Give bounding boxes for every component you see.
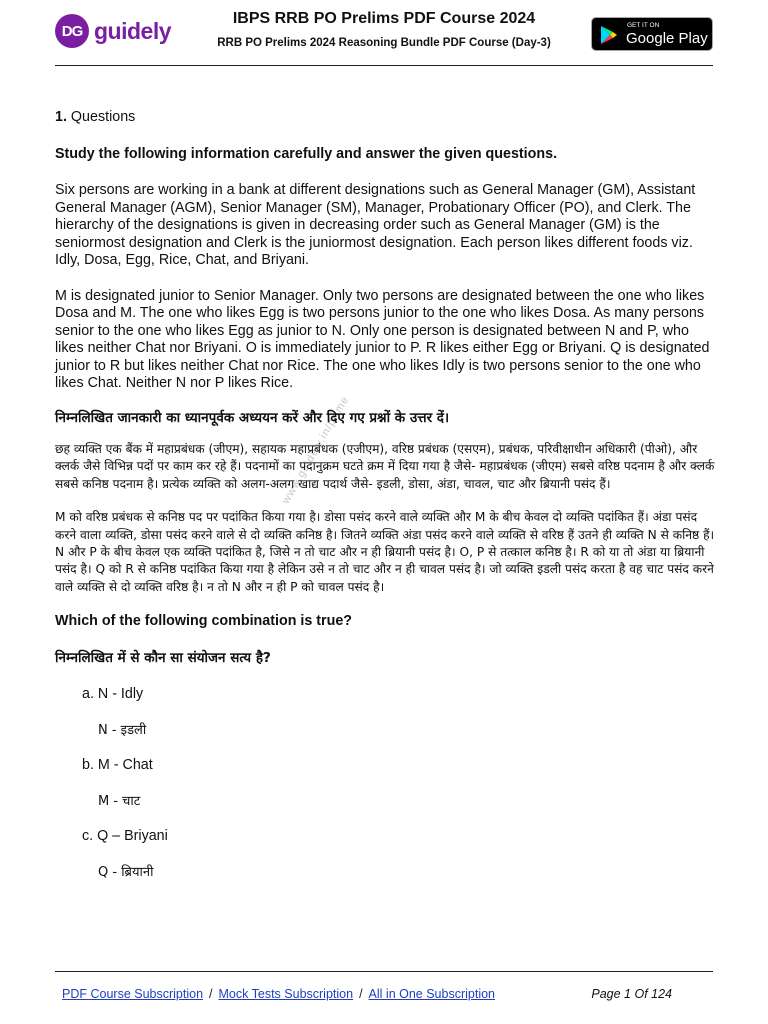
instruction-en: Study the following information carefully and answer the given questions. [55,145,558,162]
page-header [55,8,713,66]
footer-divider [55,971,713,972]
page-footer [62,987,672,1001]
passage-hi-1: छह व्यक्ति एक बैंक में महाप्रबंधक (जीएम), सहायक महाप्रबंधक (एजीएम), वरिष्ठ प्रबंधक (एसएम), प्रबंधक, परिवीक्षाधीन अधिकारी (पीओ), और क्लर्क जैसे विभिन्न पदों पर काम कर रहे हैं। पदनामों का पदानुक्रम घटते क्रम में दिया गया है जैसे- महाप्रबंधक (जीएम) सबसे वरिष्ठ पदनाम है और क्लर्क सबसे कनिष्ठ पदनाम है। प्रत्येक व्यक्ति को अलग-अलग खाद्य पदार्थ जैसे- इडली, डोसा, अंडा, चावल, चाट और ब्रियानी पसंद हैं। [55,442,715,491]
badge-small-text: GET IT ON [627,22,660,29]
footer-separator: / [359,987,363,1001]
google-play-badge[interactable] [591,17,713,51]
option-c[interactable]: c. Q – Briyani [82,828,168,845]
document-subtitle: RRB PO Prelims 2024 Reasoning Bundle PDF Course (Day-3) [217,37,551,49]
passage-hi-2: M को वरिष्ठ प्रबंधक से कनिष्ठ पद पर पदांकित किया गया है। डोसा पसंद करने वाले व्यक्ति और M के बीच केवल दो व्यक्ति पदांकित हैं। अंडा पसंद करने वाला व्यक्ति, डोसा पसंद करने वाले से दो व्यक्ति कनिष्ठ है। जितने व्यक्ति अंडा पसंद करने वाले व्यक्ति से वरिष्ठ हैं उतने ही व्यक्ति N से कनिष्ठ हैं। N और P के बीच केवल एक व्यक्ति पदांकित है, जिसे न तो चाट और न ही ब्रियानी पसंद है। O, P से तत्काल कनिष्ठ है। R को या तो अंडा या ब्रियानी पसंद है। Q को R से कनिष्ठ पदांकित किया गया है लेकिन उसे न तो चाट और न ही चावल पसंद है। जो व्यक्ति इडली पसंद करता है वह चाट पसंद करने वाले व्यक्ति से दो व्यक्ति वरिष्ठ है। न तो N और न ही P को चावल पसंद है। [55,510,715,594]
prompt-en: Which of the following combination is true? [55,613,353,630]
question-label: Questions [70,109,136,125]
guidely-logo[interactable] [55,14,171,48]
document-title: IBPS RRB PO Prelims PDF Course 2024 [232,10,536,27]
header-divider [55,65,713,66]
option-c-hindi: Q - ब्रियानी [98,864,154,880]
question-number: 1. [55,109,67,125]
passage-en-1: Six persons are working in a bank at different designations such as General Manager (GM), Assistant General Manager (AGM), Senior Manager (SM), Manager, Probationary Officer (PO), and Clerk. The hierarchy of the designations is given in decreasing order such as General Manager (GM) is the seniormost designation and Clerk is the juniormost designation. Each person likes different foods viz. Idly, Dosa, Egg, Rice, Chat, and Briyani. [55,182,696,268]
question-content [55,109,715,881]
mock-tests-link[interactable]: Mock Tests Subscription [218,987,354,1001]
passage-en-2: M is designated junior to Senior Manager. Only two persons are designated between the one who likes Dosa and M. The one who likes Egg is two persons junior to the one who likes Dosa. As many persons senior to the one who likes Egg as junior to N. Only one person is designated between N and P, who likes neither Chat nor Briyani. O is immediately junior to P. R likes either Egg or Briyani. Q is designated junior to R but likes neither Chat nor Rice. The one who likes Idly is two persons senior to the one who likes Chat. Neither N nor P likes Rice. [55,287,710,391]
prompt-hi: निम्नलिखित में से कौन सा संयोजन सत्य है? [55,649,271,666]
question-heading [55,109,715,127]
google-play-icon [600,25,618,45]
logo-mark: DG [55,14,89,48]
option-a[interactable]: a. N - Idly [82,686,144,703]
option-b-hindi: M - चाट [98,793,141,809]
page-number: Page 1 Of 124 [591,987,672,1001]
instruction-hi: निम्नलिखित जानकारी का ध्यानपूर्वक अध्ययन करें और दिए गए प्रश्नों के उत्तर दें। [55,409,450,426]
option-b[interactable]: b. M - Chat [82,757,153,774]
option-a-hindi: N - इडली [98,722,147,738]
pdf-course-link[interactable]: PDF Course Subscription [62,987,204,1001]
header-titles [175,8,593,49]
footer-separator: / [209,987,213,1001]
watermark: www.guidely.in/prime [280,393,352,506]
logo-text: guidely [94,17,172,44]
badge-big-text: Google Play [626,30,708,47]
all-in-one-link[interactable]: All in One Subscription [368,987,495,1001]
